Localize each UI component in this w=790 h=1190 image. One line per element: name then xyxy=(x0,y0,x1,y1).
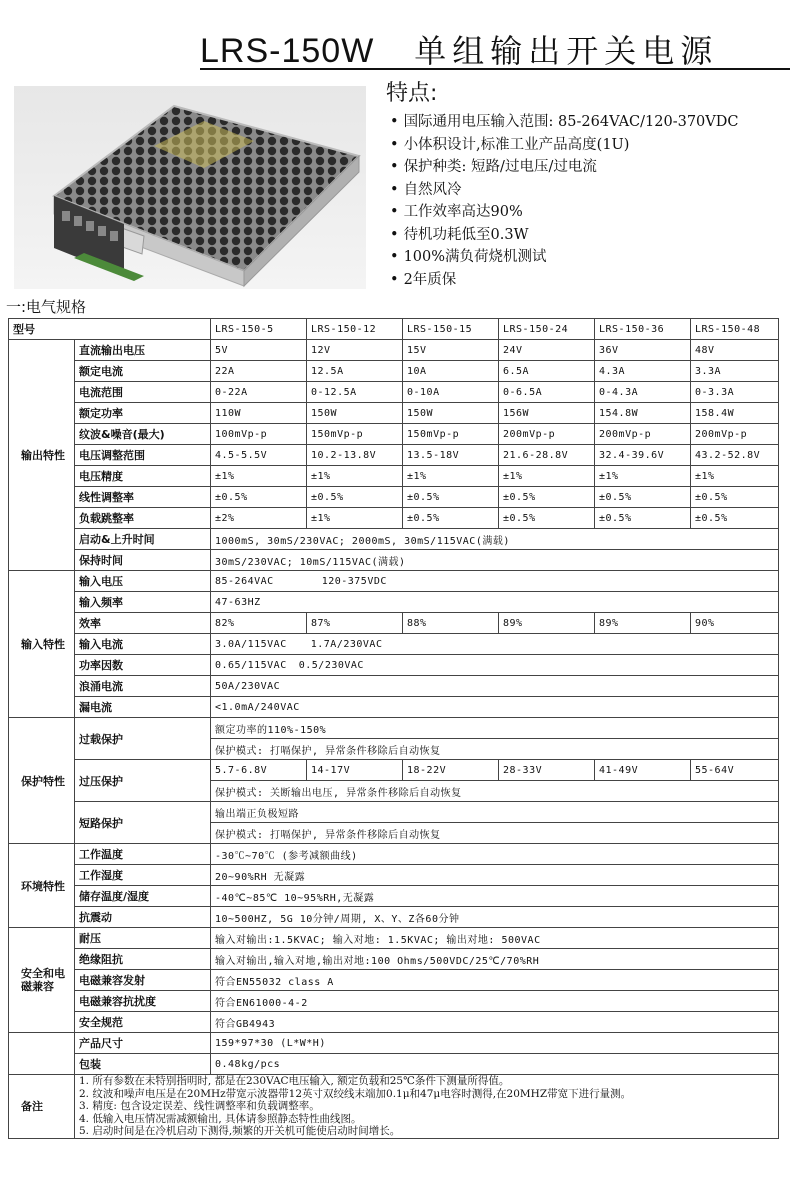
row-label: 浪涌电流 xyxy=(75,676,211,697)
notes-cell xyxy=(75,1075,779,1139)
group-input: 输入特性 xyxy=(9,571,75,718)
table-cell: 21.6-28.8V xyxy=(499,445,595,466)
table-cell: 符合GB4943 xyxy=(211,1012,779,1033)
table-cell: 输出端正负极短路 xyxy=(211,802,779,823)
feature-item: • 小体积设计,标准工业产品高度(1U) xyxy=(386,134,738,157)
row-label: 额定功率 xyxy=(75,403,211,424)
table-row xyxy=(9,970,779,991)
table-cell: 符合EN61000-4-2 xyxy=(211,991,779,1012)
section-title: 一:电气规格 xyxy=(6,298,87,316)
row-label: 输入电压 xyxy=(75,571,211,592)
row-label: 漏电流 xyxy=(75,697,211,718)
row-label: 抗震动 xyxy=(75,907,211,928)
table-cell: ±1% xyxy=(691,466,779,487)
table-cell: -30℃~70℃ (参考减额曲线) xyxy=(211,844,779,865)
row-label: 储存温度/湿度 xyxy=(75,886,211,907)
table-cell: ±1% xyxy=(307,508,403,529)
table-cell: ±2% xyxy=(211,508,307,529)
table-cell: 12.5A xyxy=(307,361,403,382)
cell-part: 0.5/230VAC xyxy=(298,659,364,671)
row-label: 工作湿度 xyxy=(75,865,211,886)
product-name: 单组输出开关电源 xyxy=(414,32,719,70)
table-cell: 43.2-52.8V xyxy=(691,445,779,466)
table-row xyxy=(9,949,779,970)
model-name: LRS-150-15 xyxy=(403,319,499,340)
table-row xyxy=(9,403,779,424)
table-cell: ±0.5% xyxy=(499,487,595,508)
row-label: 过压保护 xyxy=(75,760,211,802)
table-cell: 48V xyxy=(691,340,779,361)
table-row xyxy=(9,718,779,739)
table-cell: ±1% xyxy=(211,466,307,487)
row-label: 功率因数 xyxy=(75,655,211,676)
model-name: LRS-150-24 xyxy=(499,319,595,340)
table-cell: 10.2-13.8V xyxy=(307,445,403,466)
table-cell: 90% xyxy=(691,613,779,634)
cell-part: 120-375VDC xyxy=(321,575,387,587)
table-cell: 输入对输出:1.5KVAC; 输入对地: 1.5KVAC; 输出对地: 500VAC xyxy=(211,928,779,949)
row-label: 安全规范 xyxy=(75,1012,211,1033)
table-cell: 36V xyxy=(595,340,691,361)
model-title: LRS-150W xyxy=(200,32,375,70)
row-label: 电压精度 xyxy=(75,466,211,487)
table-row xyxy=(9,802,779,823)
page-title xyxy=(200,26,718,72)
model-name: LRS-150-12 xyxy=(307,319,403,340)
table-cell: 0-3.3A xyxy=(691,382,779,403)
table-cell: 输入对输出,输入对地,输出对地:100 Ohms/500VDC/25℃/70%RH xyxy=(211,949,779,970)
table-cell: 89% xyxy=(499,613,595,634)
table-row xyxy=(9,907,779,928)
cell-part: 85-264VAC xyxy=(215,575,274,587)
table-cell: 0.48kg/pcs xyxy=(211,1054,779,1075)
table-cell xyxy=(211,634,779,655)
table-cell: 1000mS, 30mS/230VAC; 2000mS, 30mS/115VAC(满载) xyxy=(211,529,779,550)
feature-item: • 待机功耗低至0.3W xyxy=(386,224,738,247)
table-cell: 5.7-6.8V xyxy=(211,760,307,781)
group-protection: 保护特性 xyxy=(9,718,75,844)
table-cell: 200mVp-p xyxy=(691,424,779,445)
table-cell: 47-63HZ xyxy=(211,592,779,613)
feature-item: • 国际通用电压输入范围: 85-264VAC/120-370VDC xyxy=(386,111,738,134)
table-cell: ±1% xyxy=(499,466,595,487)
model-name: LRS-150-5 xyxy=(211,319,307,340)
row-label: 电磁兼容抗扰度 xyxy=(75,991,211,1012)
table-cell: 100mVp-p xyxy=(211,424,307,445)
features-section xyxy=(386,76,738,291)
feature-item: • 100%满负荷烧机测试 xyxy=(386,246,738,269)
table-cell xyxy=(211,571,779,592)
table-cell: 159*97*30 (L*W*H) xyxy=(211,1033,779,1054)
table-cell: 28-33V xyxy=(499,760,595,781)
table-cell: 18-22V xyxy=(403,760,499,781)
title-rule xyxy=(200,68,790,70)
table-row xyxy=(9,550,779,571)
table-cell: 87% xyxy=(307,613,403,634)
row-label: 工作温度 xyxy=(75,844,211,865)
note-item: 2. 纹波和噪声电压是在20MHz带宽示波器带12英寸双绞线末端加0.1μ和47μ电容时测得,在20MHZ带宽下进行量测。 xyxy=(79,1087,632,1100)
table-cell: ±0.5% xyxy=(211,487,307,508)
table-cell: 150W xyxy=(403,403,499,424)
table-cell: 50A/230VAC xyxy=(211,676,779,697)
table-cell: 158.4W xyxy=(691,403,779,424)
table-row xyxy=(9,991,779,1012)
table-cell: 4.5-5.5V xyxy=(211,445,307,466)
row-label: 耐压 xyxy=(75,928,211,949)
table-cell: <1.0mA/240VAC xyxy=(211,697,779,718)
table-cell: 24V xyxy=(499,340,595,361)
table-cell: 保护模式: 关断输出电压, 异常条件移除后自动恢复 xyxy=(211,781,779,802)
table-cell: 150mVp-p xyxy=(307,424,403,445)
table-cell: 150mVp-p xyxy=(403,424,499,445)
row-label: 电流范围 xyxy=(75,382,211,403)
table-row xyxy=(9,424,779,445)
table-cell: 3.3A xyxy=(691,361,779,382)
model-name: LRS-150-48 xyxy=(691,319,779,340)
table-row xyxy=(9,529,779,550)
feature-item: • 工作效率高达90% xyxy=(386,201,738,224)
table-cell: ±1% xyxy=(307,466,403,487)
table-cell: ±1% xyxy=(403,466,499,487)
table-cell: 82% xyxy=(211,613,307,634)
row-label: 纹波&噪音(最大) xyxy=(75,424,211,445)
table-row xyxy=(9,319,779,340)
table-cell: 20~90%RH 无凝露 xyxy=(211,865,779,886)
table-cell: 额定功率的110%-150% xyxy=(211,718,779,739)
group-blank xyxy=(9,1033,75,1075)
power-supply-illustration xyxy=(14,86,366,289)
model-header: 型号 xyxy=(9,319,211,340)
table-cell: ±0.5% xyxy=(403,487,499,508)
table-cell: ±1% xyxy=(595,466,691,487)
row-label: 绝缘阻抗 xyxy=(75,949,211,970)
table-row xyxy=(9,676,779,697)
table-row xyxy=(9,697,779,718)
table-cell: ±0.5% xyxy=(499,508,595,529)
table-row xyxy=(9,340,779,361)
table-cell: ±0.5% xyxy=(403,508,499,529)
group-line: 安全和电 xyxy=(21,967,65,980)
table-row xyxy=(9,634,779,655)
table-row xyxy=(9,1054,779,1075)
table-row xyxy=(9,361,779,382)
row-label: 直流输出电压 xyxy=(75,340,211,361)
row-label: 效率 xyxy=(75,613,211,634)
table-cell xyxy=(211,655,779,676)
row-label: 输入电流 xyxy=(75,634,211,655)
table-cell: 保护模式: 打嗝保护, 异常条件移除后自动恢复 xyxy=(211,739,779,760)
table-cell: 4.3A xyxy=(595,361,691,382)
row-label: 短路保护 xyxy=(75,802,211,844)
table-row xyxy=(9,571,779,592)
table-row xyxy=(9,1012,779,1033)
table-cell: 0-12.5A xyxy=(307,382,403,403)
table-cell: 0-22A xyxy=(211,382,307,403)
table-row xyxy=(9,865,779,886)
table-row xyxy=(9,508,779,529)
note-item: 1. 所有参数在未特别指明时, 都是在230VAC电压输入, 额定负载和25℃条件下测量所得值。 xyxy=(79,1075,510,1087)
table-row xyxy=(9,592,779,613)
row-label: 包装 xyxy=(75,1054,211,1075)
row-label: 电磁兼容发射 xyxy=(75,970,211,991)
notes-label: 备注 xyxy=(9,1075,75,1139)
row-label: 过载保护 xyxy=(75,718,211,760)
table-cell: ±0.5% xyxy=(595,487,691,508)
group-safety xyxy=(9,928,75,1033)
table-row xyxy=(9,844,779,865)
table-cell: ±0.5% xyxy=(307,487,403,508)
table-cell: 6.5A xyxy=(499,361,595,382)
features-heading: 特点: xyxy=(386,81,438,106)
table-cell: 0-4.3A xyxy=(595,382,691,403)
table-cell: 14-17V xyxy=(307,760,403,781)
row-label: 电压调整范围 xyxy=(75,445,211,466)
note-item: 3. 精度: 包含设定误差、线性调整率和负载调整率。 xyxy=(79,1100,320,1112)
table-row xyxy=(9,928,779,949)
table-cell: -40℃~85℃ 10~95%RH,无凝露 xyxy=(211,886,779,907)
row-label: 负载跳整率 xyxy=(75,508,211,529)
cell-part: 1.7A/230VAC xyxy=(310,638,383,650)
table-cell: 55-64V xyxy=(691,760,779,781)
row-label: 额定电流 xyxy=(75,361,211,382)
table-cell: 15V xyxy=(403,340,499,361)
table-cell: 10~500HZ, 5G 10分钟/周期, X、Y、Z各60分钟 xyxy=(211,907,779,928)
table-cell: 110W xyxy=(211,403,307,424)
table-cell: 32.4-39.6V xyxy=(595,445,691,466)
table-cell: 0-10A xyxy=(403,382,499,403)
table-row xyxy=(9,466,779,487)
row-label: 保持时间 xyxy=(75,550,211,571)
table-cell: 13.5-18V xyxy=(403,445,499,466)
features-list xyxy=(386,111,738,291)
table-cell: 200mVp-p xyxy=(499,424,595,445)
cell-part: 0.65/115VAC xyxy=(215,659,287,671)
note-item: 5. 启动时间是在冷机启动下测得,频繁的开关机可能使启动时间增长。 xyxy=(79,1125,401,1137)
product-photo xyxy=(14,86,366,289)
table-cell: ±0.5% xyxy=(691,508,779,529)
table-row xyxy=(9,382,779,403)
table-cell: 22A xyxy=(211,361,307,382)
table-row xyxy=(9,655,779,676)
table-row xyxy=(9,445,779,466)
table-cell: ±0.5% xyxy=(691,487,779,508)
table-cell: 200mVp-p xyxy=(595,424,691,445)
feature-item: • 保护种类: 短路/过电压/过电流 xyxy=(386,156,738,179)
table-cell: 0-6.5A xyxy=(499,382,595,403)
table-cell: 150W xyxy=(307,403,403,424)
group-line: 磁兼容 xyxy=(21,980,54,993)
note-item: 4. 低输入电压情况需减额输出, 具体请参照静态特性曲线图。 xyxy=(79,1112,362,1125)
table-cell: 154.8W xyxy=(595,403,691,424)
model-name: LRS-150-36 xyxy=(595,319,691,340)
table-cell: ±0.5% xyxy=(595,508,691,529)
table-cell: 符合EN55032 class A xyxy=(211,970,779,991)
table-row xyxy=(9,1075,779,1139)
table-cell: 保护模式: 打嗝保护, 异常条件移除后自动恢复 xyxy=(211,823,779,844)
table-row xyxy=(9,886,779,907)
group-environment: 环境特性 xyxy=(9,844,75,928)
table-cell: 41-49V xyxy=(595,760,691,781)
table-row xyxy=(9,1033,779,1054)
table-cell: 12V xyxy=(307,340,403,361)
table-cell: 30mS/230VAC; 10mS/115VAC(满载) xyxy=(211,550,779,571)
cell-part: 3.0A/115VAC xyxy=(215,638,287,650)
table-row xyxy=(9,760,779,781)
row-label: 产品尺寸 xyxy=(75,1033,211,1054)
row-label: 输入频率 xyxy=(75,592,211,613)
spec-table xyxy=(8,318,779,1139)
table-cell: 5V xyxy=(211,340,307,361)
row-label: 线性调整率 xyxy=(75,487,211,508)
feature-item: • 2年质保 xyxy=(386,269,738,292)
feature-item: • 自然风冷 xyxy=(386,179,738,202)
table-row xyxy=(9,613,779,634)
table-row xyxy=(9,487,779,508)
table-cell: 156W xyxy=(499,403,595,424)
group-output: 输出特性 xyxy=(9,340,75,571)
table-cell: 88% xyxy=(403,613,499,634)
row-label: 启动&上升时间 xyxy=(75,529,211,550)
table-cell: 10A xyxy=(403,361,499,382)
table-cell: 89% xyxy=(595,613,691,634)
